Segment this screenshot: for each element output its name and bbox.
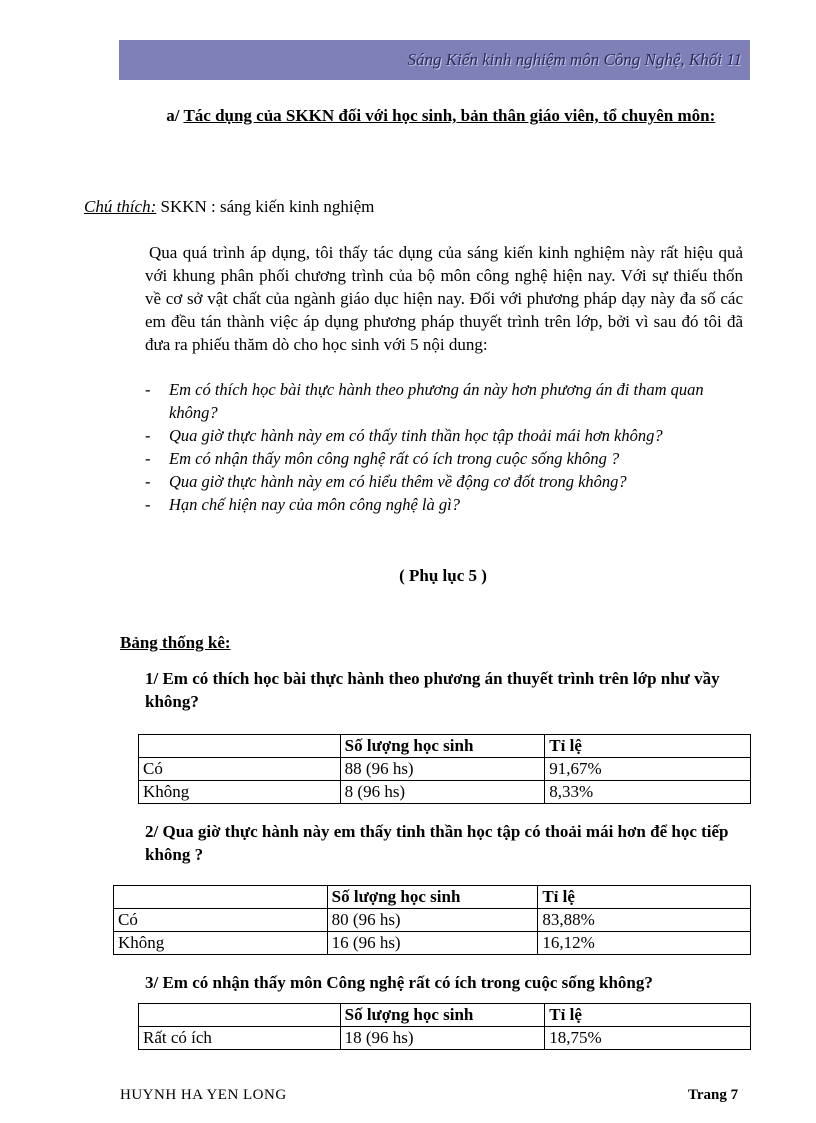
table-cell: 16,12% — [538, 932, 751, 955]
table-header-cell: Số lượng học sinh — [340, 1004, 545, 1027]
table-header-cell — [114, 886, 328, 909]
stats-title: Bảng thống kê: — [120, 633, 231, 652]
list-item: - Em có nhận thấy môn công nghệ rất có ích trong cuộc sống không ? — [145, 447, 750, 470]
question-list — [145, 378, 750, 516]
note-text: SKKN : sáng kiến kinh nghiệm — [156, 197, 375, 216]
table-header-cell — [139, 1004, 341, 1027]
footer-author: HUYNH HA YEN LONG — [120, 1087, 287, 1103]
table-cell: Có — [139, 758, 341, 781]
table-row — [139, 1027, 751, 1050]
note-label: Chú thích: — [84, 197, 157, 216]
table-header-row — [139, 735, 751, 758]
body-paragraph: Qua quá trình áp dụng, tôi thấy tác dụng của sáng kiến kinh nghiệm này rất hiệu quả với khung phân phối chương trình của bộ môn công nghệ hiện nay. Với sự thiếu thốn về cơ sở vật chất của ngành giáo dục hiện nay. Đối với phương pháp dạy này đa số các em đều tán thành việc áp dụng phương pháp thuyết trình trên lớp, bởi vì sau đó tôi đã đưa ra phiếu thăm dò cho học sinh với 5 nội dung: — [145, 243, 743, 354]
table-header-cell: Số lượng học sinh — [340, 735, 545, 758]
section-a-label: a/ — [166, 106, 180, 125]
section-a-title: Tác dụng của SKKN đối với học sinh, bản thân giáo viên, tổ chuyên môn: — [183, 106, 716, 125]
table-row — [114, 909, 751, 932]
table-row — [139, 758, 751, 781]
survey-table-2 — [113, 885, 751, 955]
table-header-cell: Số lượng học sinh — [327, 886, 538, 909]
table-cell: Không — [139, 781, 341, 804]
table-cell: Có — [114, 909, 328, 932]
table-cell: 83,88% — [538, 909, 751, 932]
survey-question-2: 2/ Qua giờ thực hành này em thấy tinh thần học tập có thoải mái hơn để học tiếp không ? — [145, 822, 729, 864]
section-a-heading — [145, 105, 750, 127]
table-header-row — [139, 1004, 751, 1027]
table-cell: 80 (96 hs) — [327, 909, 538, 932]
appendix-heading — [0, 566, 816, 586]
table-cell: 8,33% — [545, 781, 751, 804]
table-header-cell: Tỉ lệ — [545, 1004, 751, 1027]
survey-table-1 — [138, 734, 751, 804]
table-header-cell: Tỉ lệ — [538, 886, 751, 909]
list-item: - Qua giờ thực hành này em có thấy tinh thần học tập thoải mái hơn không? — [145, 424, 750, 447]
survey-table-3 — [138, 1003, 751, 1050]
table-row — [139, 781, 751, 804]
survey-question-3: 3/ Em có nhận thấy môn Công nghệ rất có ích trong cuộc sống không? — [145, 973, 653, 992]
table-cell: Không — [114, 932, 328, 955]
list-item: - Hạn chế hiện nay của môn công nghệ là gì? — [145, 493, 750, 516]
table-cell: 88 (96 hs) — [340, 758, 545, 781]
table-cell: 8 (96 hs) — [340, 781, 545, 804]
table-header-row — [114, 886, 751, 909]
table-cell: 18,75% — [545, 1027, 751, 1050]
table-cell: 16 (96 hs) — [327, 932, 538, 955]
appendix-label: ( Phụ lục 5 ) — [399, 566, 487, 585]
list-item: - Qua giờ thực hành này em có hiểu thêm về động cơ đốt trong không? — [145, 470, 750, 493]
table-header-cell — [139, 735, 341, 758]
table-header-cell: Tỉ lệ — [545, 735, 751, 758]
footer-page-number: Trang 7 — [688, 1087, 739, 1103]
header-title: Sáng Kiến kinh nghiệm môn Công Nghệ, Khối 11 — [407, 50, 742, 69]
note-line — [84, 197, 374, 217]
survey-question-1: 1/ Em có thích học bài thực hành theo phương án thuyết trình trên lớp như vầy không? — [145, 669, 720, 711]
table-cell: 18 (96 hs) — [340, 1027, 545, 1050]
page-header-bar — [119, 40, 750, 80]
list-item: - Em có thích học bài thực hành theo phương án này hơn phương án đi tham quan không? — [145, 378, 750, 424]
table-cell: Rất có ích — [139, 1027, 341, 1050]
table-cell: 91,67% — [545, 758, 751, 781]
table-row — [114, 932, 751, 955]
